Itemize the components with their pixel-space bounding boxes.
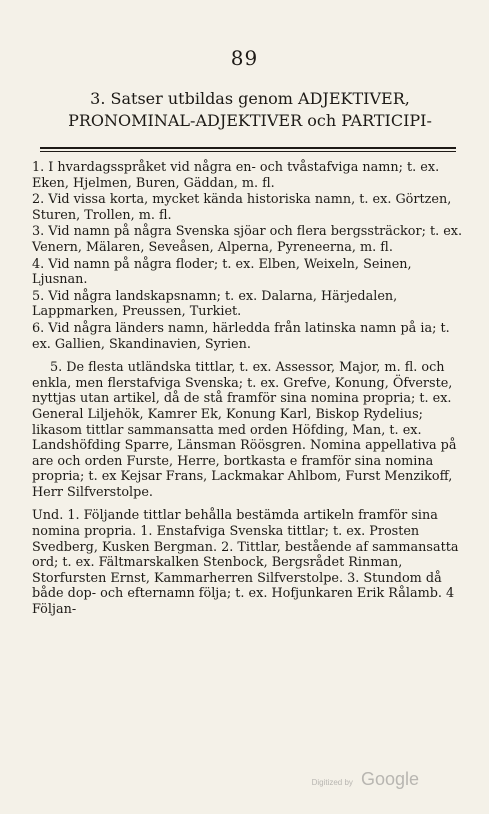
- list-item-text: I hvardagsspråket vid några en- och tvåstafviga namn; t. ex. Eken, Hjelmen, Buren, Gäddan, m. fl.: [32, 160, 440, 191]
- paragraph-5: 5. De flesta utländska tittlar, t. ex. Assessor, Major, m. fl. och enkla, men flerstafviga Svenska; t. ex. Grefve, Konung, Öfverste, nyttjas utan artikel, då de stå framför sina nomina propria; t. ex. General Liljehök, Kamrer Ek, Konung Karl, Biskop Rydelius; likasom tittlar sammansatta med orden Höfding, Man, t. ex. Landshöfding Sparre, Länsman Röösgren. Nomina appellativa på are och orden Furste, Herre, bortkasta e framför sina nomina propria; t. ex Kejsar Frans, Lackmakar Ahlbom, Furst Menzikoff, Herr Silfverstolpe.: [32, 360, 457, 500]
- list-item: [32, 289, 464, 320]
- list-item-number: 2.: [32, 192, 45, 208]
- list-item-number: 3.: [32, 224, 45, 240]
- list-item-number: 5.: [32, 288, 45, 304]
- list-item-text: Vid några landskapsnamn; t. ex. Dalarna, Härjedalen, Lappmarken, Preussen, Turkiet.: [32, 288, 398, 320]
- body-text: [32, 160, 464, 618]
- list-item-text: Vid namn på några floder; t. ex. Elben, Weixeln, Seinen, Ljusnan.: [32, 256, 412, 288]
- list-item-text: Vid namn på några Svenska sjöar och flera bergssträckor; t. ex. Venern, Mälaren, Seveåsen, Alperna, Pyreneerna, m. fl.: [32, 224, 463, 255]
- list-item: [32, 321, 464, 352]
- section-heading: [30, 88, 470, 132]
- und-paragraph: Und. 1. Följande tittlar behålla bestämda artikeln framför sina nomina propria. 1. Enstafviga Svenska tittlar; t. ex. Prosten Svedberg, Kusken Bergman. 2. Tittlar, bestående af sammansatta ord; t. ex. Fältmarskalken Stenbock, Bergsrådet Rinman, Storfursten Ernst, Kammarherren Silfverstolpe. 3. Stundom då både dop- och efternamn följa; t. ex. Hofjunkaren Erik Rålamb. 4 Följan-: [32, 508, 459, 618]
- digitized-by-google-watermark: [312, 769, 419, 790]
- list-item-text: Vid vissa korta, mycket kända historiska namn, t. ex. Görtzen, Sturen, Trollen, m. fl.: [32, 192, 452, 223]
- list-item: [32, 257, 464, 288]
- list-item-number: 6.: [32, 320, 45, 336]
- list-item: [32, 224, 464, 255]
- list-item-text: Vid några länders namn, härledda från latinska namn på ia; t. ex. Gallien, Skandinavien, Syrien.: [32, 320, 450, 352]
- heading-rule-thin: [40, 151, 456, 152]
- watermark-small-text: Digitized by: [311, 778, 353, 787]
- list-item: [32, 192, 464, 223]
- heading-line-2: PRONOMINAL-ADJEKTIVER och PARTICIPI-: [68, 111, 432, 130]
- list-item-number: 1.: [32, 160, 45, 175]
- heading-rule: [40, 147, 456, 149]
- page-number: 89: [230, 46, 259, 70]
- heading-line-1: 3. Satser utbildas genom ADJEKTIVER,: [90, 89, 410, 108]
- list-item: [32, 160, 464, 191]
- list-item-number: 4.: [32, 256, 45, 272]
- watermark-brand: Google: [360, 769, 419, 789]
